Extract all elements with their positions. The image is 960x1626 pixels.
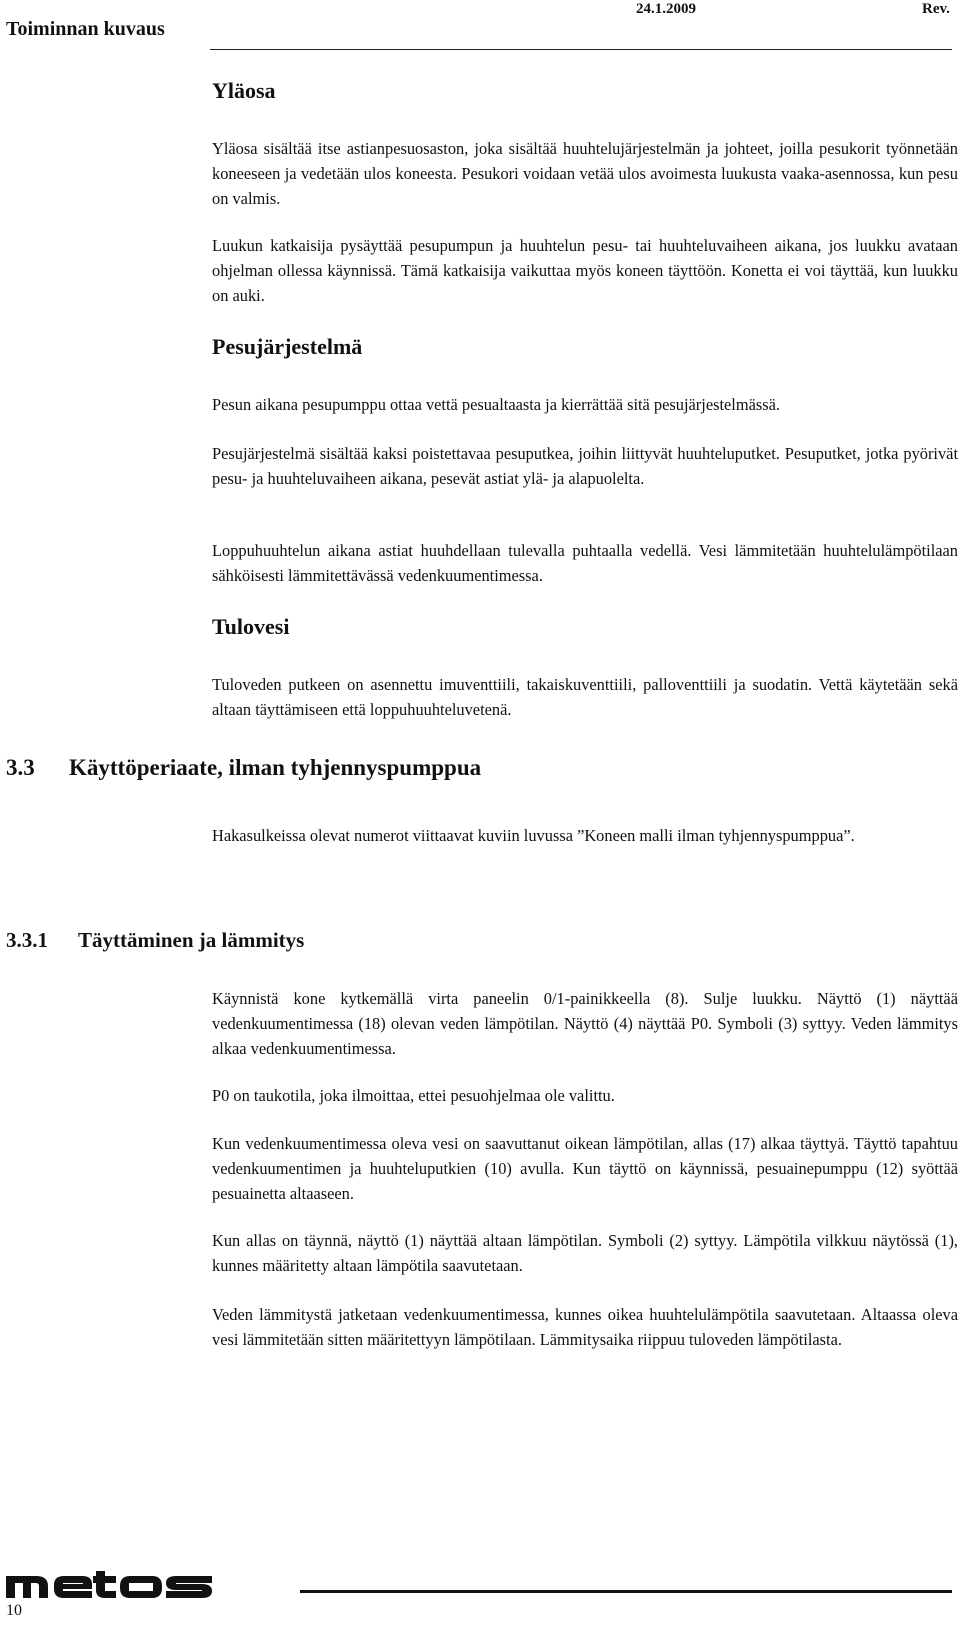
section-heading-3-3-1 [6,928,766,958]
page-number: 10 [6,1602,22,1619]
heading-pesujarjestelma: Pesujärjestelmä [212,334,363,359]
paragraph-ylaosa-1: Yläosa sisältää itse astianpesuosaston, joka sisältää huuhtelujärjestelmän ja johteet, joilla pesukorit työnnetään koneeseen ja vedetään ulos koneesta. Pesukori voidaan vetää ulos avoimesta luukusta vaaka-asennossa, kun pesu on valmis. [212,139,958,208]
heading-tulovesi: Tulovesi [212,614,290,639]
header-divider [210,49,952,50]
document-date: 24.1.2009 [636,1,696,17]
paragraph-pesujarjestelma-1: Pesun aikana pesupumppu ottaa vettä pesualtaasta ja kierrättää sitä pesujärjestelmässä. [212,395,781,414]
document-title: Toiminnan kuvaus [6,18,165,40]
section-title: Täyttäminen ja lämmitys [78,928,305,952]
section-title: Käyttöperiaate, ilman tyhjennyspumppua [69,755,482,780]
section-number: 3.3.1 [6,928,48,952]
metos-logo [6,1570,212,1605]
paragraph-3-3-1-2: P0 on taukotila, joka ilmoittaa, ettei pesuohjelmaa ole valittu. [212,1086,615,1105]
paragraph-3-3-1: Hakasulkeissa olevat numerot viittaavat kuviin luvussa ”Koneen malli ilman tyhjennyspumppua”. [212,826,855,845]
paragraph-pesujarjestelma-2: Pesujärjestelmä sisältää kaksi poistettavaa pesuputkea, joihin liittyvät huuhteluputket. Pesuputket, jotka pyörivät pesu- ja huuhteluvaiheen aikana, pesevät astiat ylä- ja alapuolelta. [212,444,958,488]
paragraph-tulovesi-1: Tuloveden putkeen on asennettu imuventtiili, takaiskuventtiili, palloventtiili ja suodatin. Vettä käytetään sekä altaan täyttämiseen että loppuhuuhteluvetenä. [212,675,958,719]
heading-ylaosa: Yläosa [212,78,276,103]
paragraph-pesujarjestelma-3: Loppuhuuhtelun aikana astiat huuhdellaan tulevalla puhtaalla vedellä. Vesi lämmitetään huuhtelulämpötilaan sähköisesti lämmitettävässä vedenkuumentimessa. [212,541,958,585]
paragraph-3-3-1-1: Käynnistä kone kytkemällä virta paneelin 0/1-painikkeella (8). Sulje luukku. Näyttö (1) näyttää vedenkuumentimessa (18) olevan veden lämpötilan. Näyttö (4) näyttää P0. Symboli (3) syttyy. Veden lämmitys alkaa vedenkuumentimessa. [212,989,958,1058]
footer-divider [300,1590,952,1593]
page-header [0,0,960,52]
paragraph-3-3-1-5: Veden lämmitystä jatketaan vedenkuumentimessa, kunnes oikea huuhtelulämpötila saavutetaan. Altaassa oleva vesi lämmitetään sitten määritettyyn lämpötilaan. Lämmitysaika riippuu tuloveden lämpötilasta. [212,1305,958,1349]
document-revision: Rev. [922,1,950,17]
section-heading-3-3 [6,755,766,785]
paragraph-ylaosa-2: Luukun katkaisija pysäyttää pesupumpun ja huuhtelun pesu- tai huuhteluvaiheen aikana, jos luukku avataan ohjelman ollessa käynnissä. Tämä katkaisija vaikuttaa myös koneen täyttöön. Konetta ei voi täyttää, kun luukku on auki. [212,236,958,305]
section-number: 3.3 [6,755,35,780]
paragraph-3-3-1-3: Kun vedenkuumentimessa oleva vesi on saavuttanut oikean lämpötilan, allas (17) alkaa täyttyä. Täyttö tapahtuu vedenkuumentimen ja huuhteluputkien (10) avulla. Kun täyttö on käynnissä, pesuainepumppu (12) syöttää pesuainetta altaaseen. [212,1134,958,1203]
paragraph-3-3-1-4: Kun allas on täynnä, näyttö (1) näyttää altaan lämpötilan. Symboli (2) syttyy. Lämpötila vilkkuu näytössä (1), kunnes määritetty altaan lämpötila saavutetaan. [212,1231,958,1275]
